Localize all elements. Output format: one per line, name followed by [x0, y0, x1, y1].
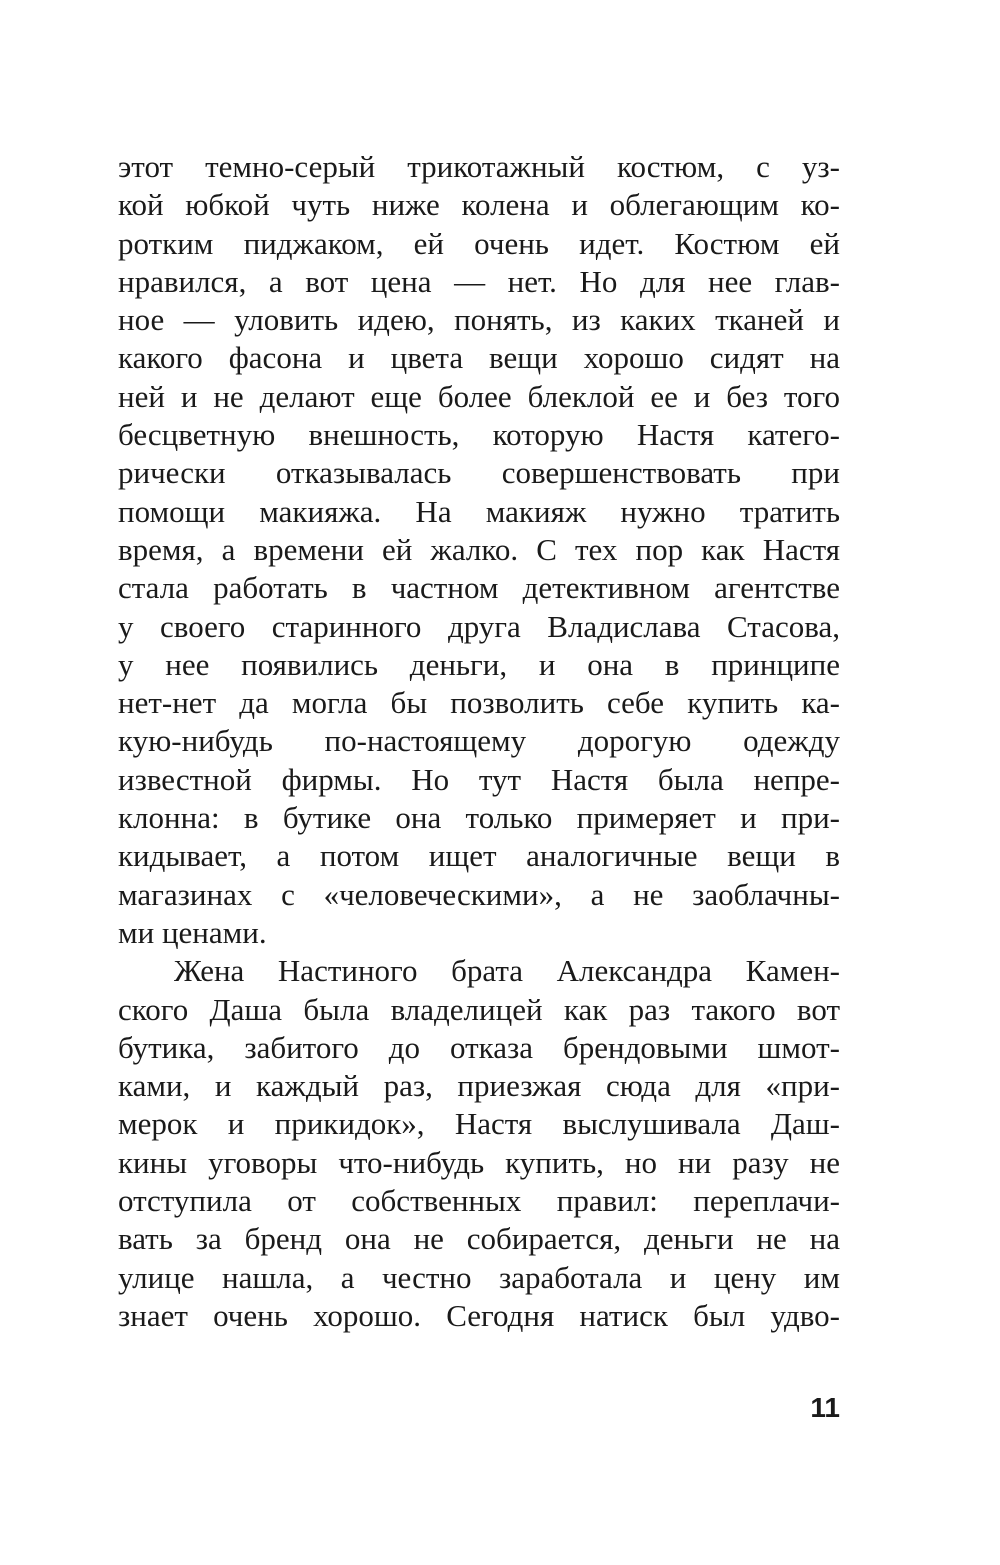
text-line: известной фирмы. Но тут Настя была непре- [118, 761, 840, 797]
text-line: бутика, забитого до отказа брендовыми шмот- [118, 1029, 840, 1065]
body-text [118, 148, 840, 1335]
text-line: кидывает, а потом ищет аналогичные вещи в [118, 838, 840, 874]
text-line: время, а времени ей жалко. С тех пор как Настя [118, 531, 840, 567]
text-line: этот темно-серый трикотажный костюм, с уз- [118, 149, 840, 184]
text-line: кой юбкой чуть ниже колена и облегающим ко- [118, 187, 840, 223]
text-line: ное — уловить идею, понять, из каких тканей и [118, 302, 840, 338]
text-line: помощи макияжа. На макияж нужно тратить [118, 493, 840, 529]
text-line: магазинах с «человеческими», а не заоблачны- [118, 876, 840, 912]
text-line: у своего старинного друга Владислава Стасова, [118, 608, 840, 644]
text-line: у нее появились деньги, и она в принципе [118, 646, 840, 682]
text-line: кины уговоры что-нибудь купить, но ни разу не [118, 1144, 840, 1180]
text-line: знает очень хорошо. Сегодня натиск был удво- [118, 1297, 840, 1333]
page-number: 11 [810, 1392, 840, 1423]
text-line: кую-нибудь по-настоящему дорогую одежду [118, 723, 840, 759]
text-line: нравился, а вот цена — нет. Но для нее глав- [118, 263, 840, 299]
text-line: бесцветную внешность, которую Настя катего- [118, 417, 840, 453]
text-line: клонна: в бутике она только примеряет и при- [118, 800, 840, 836]
text-line: вать за бренд она не собирается, деньги не на [118, 1221, 840, 1257]
text-line: улице нашла, а честно заработала и цену им [118, 1259, 840, 1295]
text-line: ней и не делают еще более блеклой ее и без того [118, 378, 840, 414]
text-line: ротким пиджаком, ей очень идет. Костюм ей [118, 225, 840, 261]
text-line: мерок и прикидок», Настя выслушивала Даш- [118, 1106, 840, 1142]
text-line: какого фасона и цвета вещи хорошо сидят на [118, 340, 840, 376]
text-line: нет-нет да могла бы позволить себе купить ка- [118, 685, 840, 721]
text-line: рически отказывалась совершенствовать при [118, 455, 840, 491]
text-line: ми ценами. [118, 914, 267, 950]
text-line: ками, и каждый раз, приезжая сюда для «при- [118, 1068, 840, 1104]
text-line: отступила от собственных правил: переплачи- [118, 1183, 840, 1219]
text-line: ского Даша была владелицей как раз такого вот [118, 991, 840, 1027]
text-line: стала работать в частном детективном агентстве [118, 570, 840, 606]
text-line: Жена Настиного брата Александра Камен- [174, 953, 840, 989]
